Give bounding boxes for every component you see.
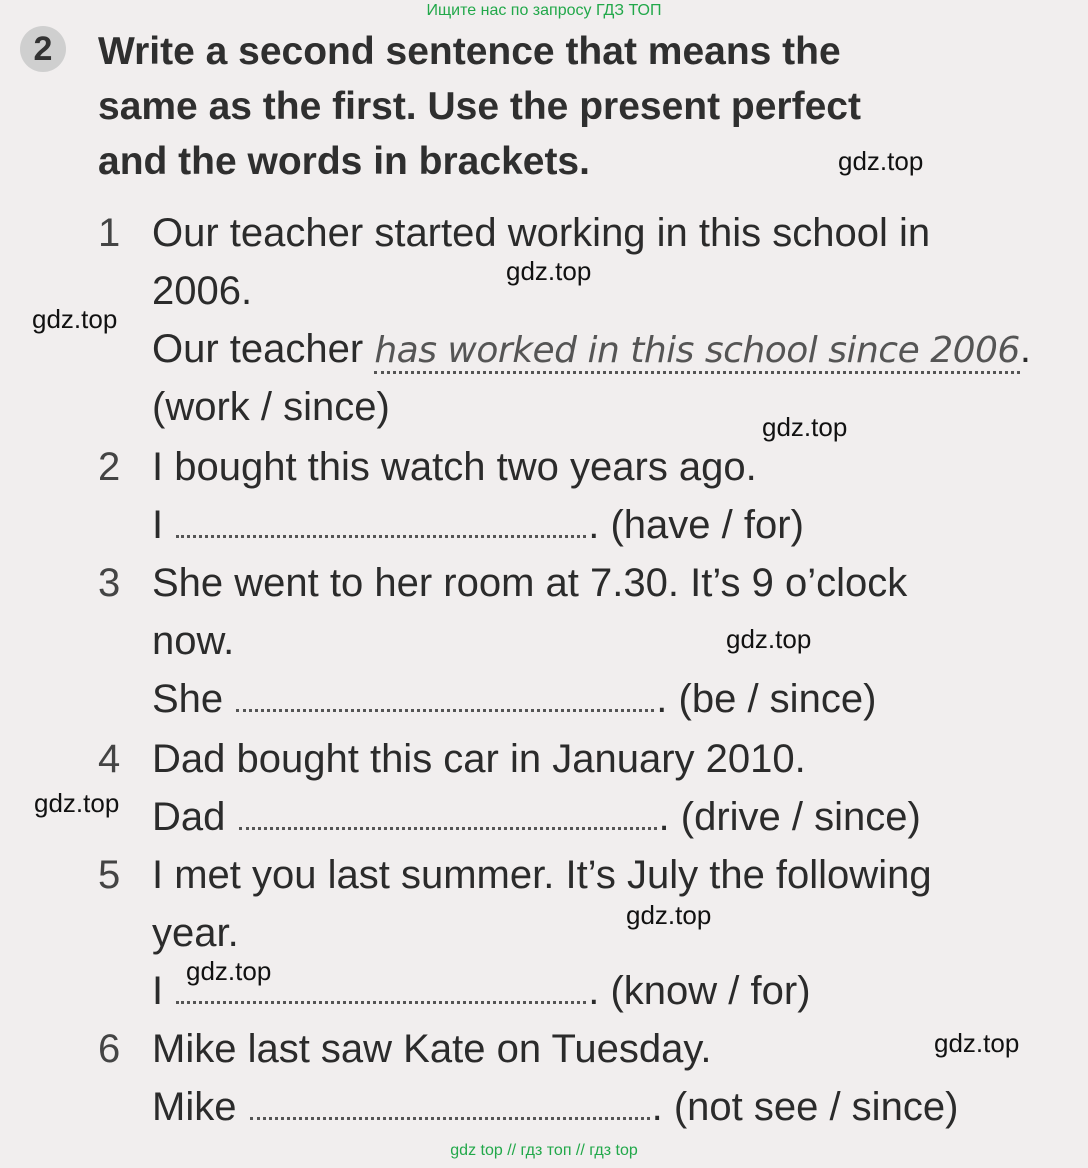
exercise-item-2 bbox=[98, 438, 1058, 554]
bottom-banner: gdz top // гдз топ // гдз top bbox=[450, 1142, 638, 1159]
exercise-item-4 bbox=[98, 730, 1058, 846]
item-answer-line: Dad . (drive / since) bbox=[98, 788, 1058, 846]
sentence-start: Dad bbox=[152, 795, 226, 839]
instruction-line: same as the first. Use the present perfect bbox=[98, 85, 861, 128]
item-sentence: Mike last saw Kate on Tuesday. bbox=[152, 1027, 712, 1071]
item-sentence: Our teacher started working in this school in bbox=[152, 211, 931, 255]
item-sentence: I met you last summer. It’s July the following bbox=[152, 853, 932, 897]
watermark: gdz.top bbox=[32, 304, 118, 334]
exercise-item-6 bbox=[98, 1020, 1058, 1136]
watermark: gdz.top bbox=[934, 1028, 1020, 1058]
item-number: 3 bbox=[98, 561, 121, 605]
handwritten-answer: has worked in this school since 2006 bbox=[374, 331, 1019, 374]
item-sentence: Dad bought this car in January 2010. bbox=[152, 737, 806, 781]
watermark: gdz.top bbox=[34, 788, 120, 818]
answer-blank[interactable] bbox=[176, 497, 586, 538]
watermark: gdz.top bbox=[186, 956, 272, 986]
item-answer-line: I . (know / for) bbox=[98, 962, 1058, 1020]
item-sentence: I bought this watch two years ago. bbox=[152, 445, 757, 489]
sentence-start: I bbox=[152, 503, 164, 547]
item-hint: (drive / since) bbox=[680, 795, 921, 839]
watermark: gdz.top bbox=[726, 624, 812, 654]
item-answer-line: Mike . (not see / since) bbox=[98, 1078, 1058, 1136]
sentence-start: Mike bbox=[152, 1085, 237, 1129]
watermark: gdz.top bbox=[762, 412, 848, 442]
item-number: 5 bbox=[98, 853, 121, 897]
item-sentence-cont: 2006. bbox=[152, 269, 253, 313]
item-number: 6 bbox=[98, 1027, 121, 1071]
exercise-item-3 bbox=[98, 554, 1058, 728]
sentence-start: I bbox=[152, 969, 164, 1013]
item-number: 4 bbox=[98, 737, 121, 781]
instruction-line: Write a second sentence that means the bbox=[98, 30, 841, 73]
exercise-item-1 bbox=[98, 204, 1058, 436]
item-number: 2 bbox=[98, 445, 121, 489]
item-hint: (not see / since) bbox=[673, 1085, 959, 1129]
exercise-item-5 bbox=[98, 846, 1058, 1020]
instruction-line: and the words in brackets. bbox=[98, 140, 590, 183]
sentence-start: She bbox=[152, 677, 224, 721]
watermark: gdz.top bbox=[838, 146, 924, 176]
item-number: 1 bbox=[98, 211, 121, 255]
watermark: gdz.top bbox=[626, 900, 712, 930]
item-answer-line: I . (have / for) bbox=[98, 496, 1058, 554]
item-hint: (have / for) bbox=[610, 503, 804, 547]
item-sentence: She went to her room at 7.30. It’s 9 o’clock bbox=[152, 561, 908, 605]
answer-blank[interactable] bbox=[236, 671, 654, 712]
answer-blank[interactable] bbox=[250, 1079, 650, 1120]
watermark: gdz.top bbox=[506, 256, 592, 286]
item-sentence-cont: year. bbox=[152, 911, 239, 955]
item-answer-line: She . (be / since) bbox=[98, 670, 1058, 728]
item-hint: (work / since) bbox=[152, 385, 390, 429]
item-hint: (be / since) bbox=[678, 677, 877, 721]
answer-blank[interactable] bbox=[239, 789, 657, 830]
sentence-start: Our teacher bbox=[152, 327, 364, 371]
item-sentence-cont: now. bbox=[152, 619, 235, 663]
exercise-number-badge: 2 bbox=[20, 26, 66, 72]
item-answer-line: Our teacher has worked in this school since 2006. bbox=[98, 320, 1058, 378]
top-banner: Ищите нас по запросу ГДЗ ТОП bbox=[426, 2, 662, 19]
item-hint: (know / for) bbox=[610, 969, 811, 1013]
